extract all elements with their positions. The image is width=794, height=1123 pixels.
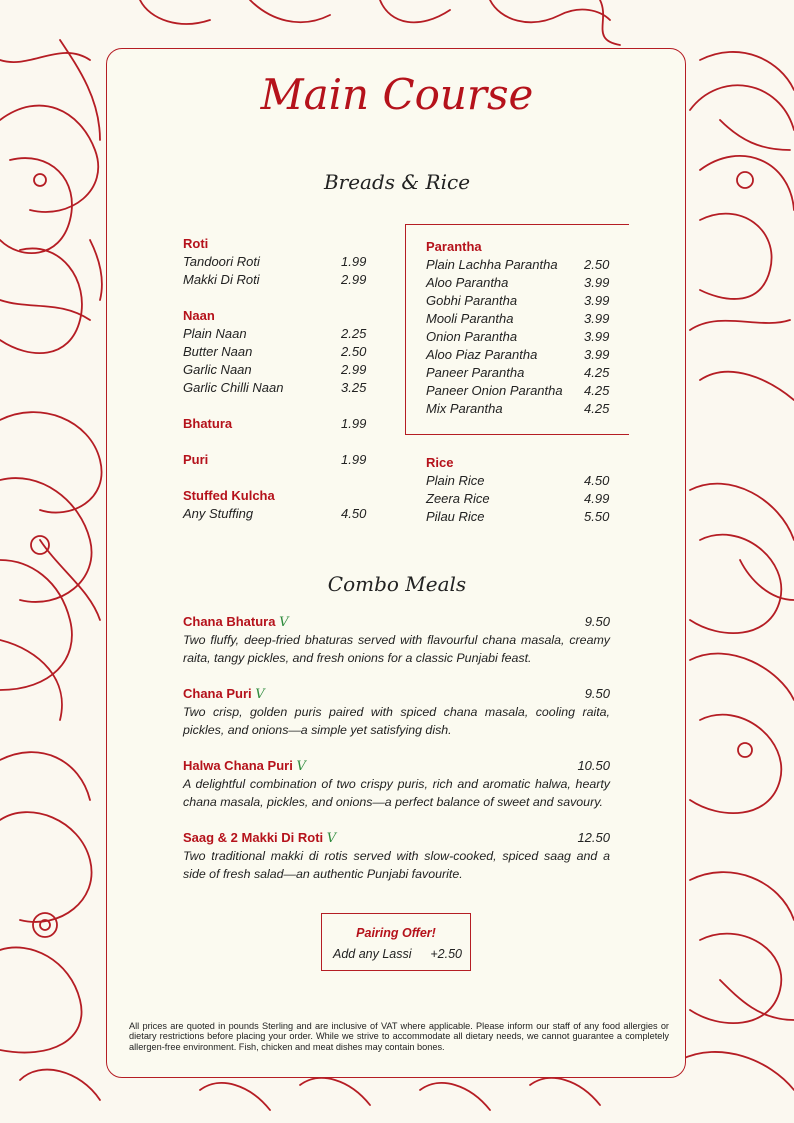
- category-roti: Roti: [183, 236, 209, 251]
- vegetarian-icon: V: [279, 615, 289, 630]
- menu-item-price: 1.99: [341, 452, 367, 467]
- menu-item: Plain Rice: [426, 473, 485, 488]
- combo-title: Chana Bhatura: [183, 614, 276, 629]
- menu-item-price: 1.99: [341, 416, 367, 431]
- menu-item: Paneer Onion Parantha: [426, 383, 563, 398]
- menu-item: Any Stuffing: [183, 506, 254, 521]
- footer-disclaimer: All prices are quoted in pounds Sterling and are inclusive of VAT where applicable. Please inform our staff of any food allergies or dietary restrictions before placing your order. While we strive to accommodate all dietary needs, we cannot guarantee a completely allergen-free environment. Fish, chicken and meat dishes may contain bones.: [129, 1021, 669, 1052]
- menu-item-price: 1.99: [341, 254, 367, 269]
- menu-item: Aloo Parantha: [426, 275, 509, 290]
- menu-item: Gobhi Parantha: [426, 293, 518, 308]
- vegetarian-icon: V: [296, 759, 306, 774]
- pairing-offer-title: Pairing Offer!: [356, 926, 436, 940]
- section-title-breads: Breads & Rice: [323, 170, 471, 194]
- menu-item: Butter Naan: [183, 344, 253, 359]
- menu-item-price: 4.50: [341, 506, 367, 521]
- category-stuffed-kulcha: Stuffed Kulcha: [183, 488, 275, 503]
- menu-item: Plain Lachha Parantha: [426, 257, 558, 272]
- menu-item: Onion Parantha: [426, 329, 518, 344]
- menu-item: Mooli Parantha: [426, 311, 514, 326]
- combo-price: 9.50: [584, 614, 610, 629]
- menu-item: Zeera Rice: [426, 491, 490, 506]
- combo-name: [183, 830, 336, 846]
- combo-title: Halwa Chana Puri: [183, 758, 293, 773]
- menu-item-price: 3.99: [584, 347, 610, 362]
- menu-item-price: 2.99: [341, 362, 367, 377]
- menu-item-price: 3.99: [584, 275, 610, 290]
- category-bhatura: Bhatura: [183, 416, 233, 431]
- menu-item-price: 4.99: [584, 491, 610, 506]
- menu-item: Tandoori Roti: [183, 254, 260, 269]
- menu-item: Garlic Chilli Naan: [183, 380, 284, 395]
- menu-item: Makki Di Roti: [183, 272, 260, 287]
- menu-item: Paneer Parantha: [426, 365, 525, 380]
- pairing-offer-price: +2.50: [430, 947, 462, 961]
- combo-description: Two fluffy, deep-fried bhaturas served with flavourful chana masala, creamy raita, tangy pickles, and fresh onions for a classic Punjabi feast.: [183, 633, 610, 665]
- menu-item: Aloo Piaz Parantha: [426, 347, 538, 362]
- vegetarian-icon: V: [326, 831, 337, 846]
- menu-item-price: 3.25: [341, 380, 367, 395]
- pairing-offer-box: [321, 913, 471, 971]
- vegetarian-icon: V: [255, 687, 265, 702]
- combo-price: 9.50: [584, 686, 610, 701]
- menu-item-price: 3.99: [584, 311, 610, 326]
- combo-description: Two traditional makki di rotis served with slow-cooked, spiced saag and a side of fresh salad—an authentic Punjabi favourite.: [183, 849, 610, 881]
- page-title: Main Course: [260, 70, 534, 119]
- combo-title: Saag & 2 Makki Di Roti: [183, 830, 324, 845]
- category-naan: Naan: [183, 308, 215, 323]
- menu-item: Plain Naan: [183, 326, 247, 341]
- combo-name: [183, 686, 265, 702]
- menu-item-price: 2.50: [341, 344, 367, 359]
- menu-item-price: 4.25: [584, 365, 610, 380]
- menu-item-price: 4.50: [584, 473, 610, 488]
- combo-description: A delightful combination of two crispy puris, rich and aromatic halwa, hearty chana masala, pickles, and onions—a perfect balance of sweet and savoury.: [183, 777, 610, 809]
- combo-name: [183, 758, 306, 774]
- category-rice: Rice: [426, 455, 454, 470]
- combo-price: 10.50: [577, 758, 610, 773]
- combo-title: Chana Puri: [183, 686, 252, 701]
- menu-item-price: 4.25: [584, 383, 610, 398]
- menu-item-price: 5.50: [584, 509, 610, 524]
- menu-item-price: 3.99: [584, 293, 610, 308]
- menu-item-price: 2.99: [341, 272, 367, 287]
- category-parantha: Parantha: [426, 239, 482, 254]
- menu-item: Mix Parantha: [426, 401, 503, 416]
- menu-item: Pilau Rice: [426, 509, 485, 524]
- menu-item-price: 2.25: [341, 326, 367, 341]
- menu-item-price: 3.99: [584, 329, 610, 344]
- combo-description: Two crisp, golden puris paired with spiced chana masala, cooling raita, pickles, and onions—a simple yet satisfying dish.: [183, 705, 610, 737]
- section-title-combo: Combo Meals: [327, 572, 467, 596]
- menu-item-price: 4.25: [584, 401, 610, 416]
- combo-name: [183, 614, 288, 630]
- category-puri: Puri: [183, 452, 209, 467]
- pairing-offer-item: Add any Lassi: [333, 947, 412, 961]
- menu-item-price: 2.50: [584, 257, 610, 272]
- menu-item: Garlic Naan: [183, 362, 252, 377]
- combo-price: 12.50: [577, 830, 610, 845]
